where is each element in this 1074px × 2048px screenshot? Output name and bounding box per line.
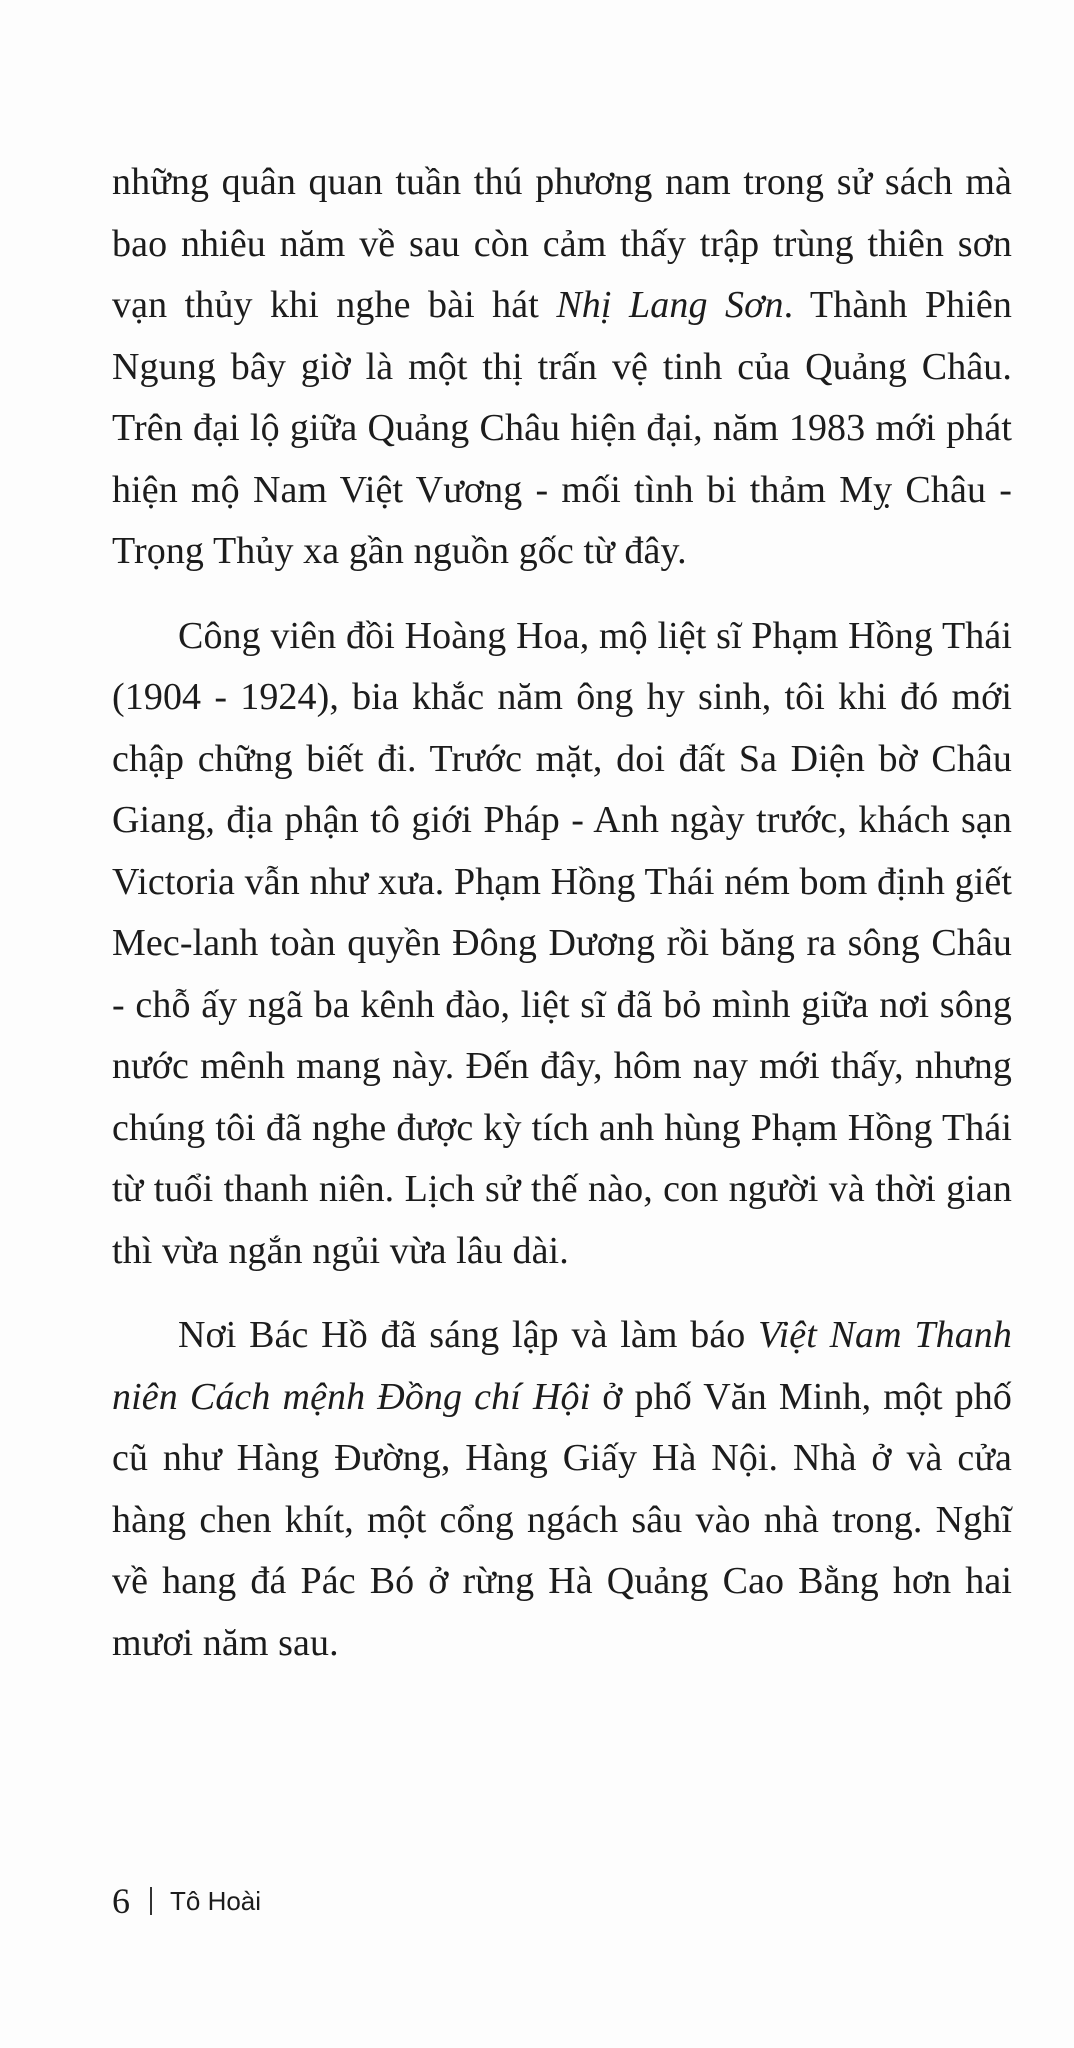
paragraph-1-part-1: những quân quan tuần thú phương nam trong sử sách mà bao nhiêu năm về sau còn cảm thấy trập trùng thiên sơn vạn thủy khi nghe bài hát bbox=[112, 161, 1012, 326]
song-title-italic: Nhị Lang Sơn bbox=[556, 284, 784, 326]
footer-divider bbox=[150, 1887, 152, 1915]
paragraph-1 bbox=[112, 152, 1012, 583]
page-number: 6 bbox=[112, 1881, 130, 1921]
page-footer bbox=[112, 1880, 261, 1922]
paragraph-3 bbox=[112, 1305, 1012, 1674]
paragraph-1-part-2: . Thành Phiên Ngung bây giờ là một thị trấn vệ tinh của Quảng Châu. Trên đại lộ giữa Quảng Châu hiện đại, năm 1983 mới phát hiện mộ Nam Việt Vương - mối tình bi thảm Mỵ Châu - Trọng Thủy xa gần nguồn gốc từ đây. bbox=[112, 284, 1012, 572]
author-name: Tô Hoài bbox=[170, 1885, 262, 1916]
newspaper-title-italic: Việt Nam Thanh niên Cách mệnh Đồng chí Hội bbox=[112, 1314, 1012, 1418]
paragraph-2: Công viên đồi Hoàng Hoa, mộ liệt sĩ Phạm Hồng Thái (1904 - 1924), bia khắc năm ông hy sinh, tôi khi đó mới chập chững biết đi. Trước mặt, doi đất Sa Diện bờ Châu Giang, địa phận tô giới Pháp - Anh ngày trước, khách sạn Victoria vẫn như xưa. Phạm Hồng Thái ném bom định giết Mec-lanh toàn quyền Đông Dương rồi băng ra sông Châu - chỗ ấy ngã ba kênh đào, liệt sĩ đã bỏ mình giữa nơi sông nước mênh mang này. Đến đây, hôm nay mới thấy, nhưng chúng tôi đã nghe được kỳ tích anh hùng Phạm Hồng Thái từ tuổi thanh niên. Lịch sử thế nào, con người và thời gian thì vừa ngắn ngủi vừa lâu dài. bbox=[112, 614, 1012, 1272]
paragraph-3-part-2: ở phố Văn Minh, một phố cũ như Hàng Đường, Hàng Giấy Hà Nội. Nhà ở và cửa hàng chen khít, một cổng ngách sâu vào nhà trong. Nghĩ về hang đá Pác Bó ở rừng Hà Quảng Cao Bằng hơn hai mươi năm sau. bbox=[112, 1375, 1013, 1664]
paragraph-3-part-1: Nơi Bác Hồ đã sáng lập và làm báo bbox=[178, 1314, 759, 1356]
body-text bbox=[112, 152, 1012, 1674]
